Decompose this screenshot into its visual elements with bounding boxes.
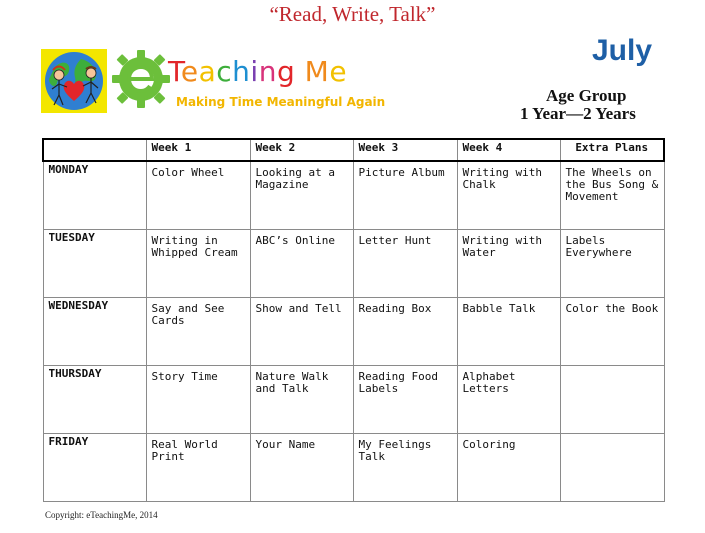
activity-cell: Show and Tell bbox=[250, 297, 353, 365]
activity-cell: Writing with Water bbox=[457, 229, 560, 297]
header-extra-plans: Extra Plans bbox=[560, 139, 664, 161]
activity-cell: Nature Walk and Talk bbox=[250, 365, 353, 433]
activity-cell bbox=[560, 433, 664, 501]
table-row bbox=[43, 365, 664, 433]
day-label: TUESDAY bbox=[43, 229, 146, 297]
activity-cell: Real World Print bbox=[146, 433, 250, 501]
weekly-plan-table bbox=[42, 138, 665, 502]
age-group-label: Age Group bbox=[546, 86, 627, 105]
activity-cell: Reading Food Labels bbox=[353, 365, 457, 433]
activity-cell: The Wheels on the Bus Song & Movement bbox=[560, 161, 664, 229]
brand-tagline: Making Time Meaningful Again bbox=[176, 95, 386, 109]
table-row bbox=[43, 161, 664, 229]
activity-cell: Coloring bbox=[457, 433, 560, 501]
header-cell-corner bbox=[43, 139, 146, 161]
day-label: WEDNESDAY bbox=[43, 297, 146, 365]
activity-cell: Picture Album bbox=[353, 161, 457, 229]
activity-cell: Writing with Chalk bbox=[457, 161, 560, 229]
e-gear-logo-icon bbox=[110, 48, 172, 110]
activity-cell: Looking at a Magazine bbox=[250, 161, 353, 229]
globe-children-logo bbox=[41, 49, 107, 113]
activity-cell: Color the Book bbox=[560, 297, 664, 365]
header-week-4: Week 4 bbox=[457, 139, 560, 161]
day-label: THURSDAY bbox=[43, 365, 146, 433]
copyright-text: Copyright: eTeachingMe, 2014 bbox=[45, 510, 158, 520]
activity-cell: Labels Everywhere bbox=[560, 229, 664, 297]
page-title: “Read, Write, Talk” bbox=[269, 2, 436, 26]
brand-name bbox=[168, 55, 347, 88]
activity-cell: ABC’s Online bbox=[250, 229, 353, 297]
table-row bbox=[43, 297, 664, 365]
table-row bbox=[43, 433, 664, 501]
activity-cell: Story Time bbox=[146, 365, 250, 433]
age-range-label: 1 Year—2 Years bbox=[520, 104, 636, 123]
activity-cell: Say and See Cards bbox=[146, 297, 250, 365]
table-header-row bbox=[43, 139, 664, 161]
activity-cell: Reading Box bbox=[353, 297, 457, 365]
header-week-3: Week 3 bbox=[353, 139, 457, 161]
activity-cell: Alphabet Letters bbox=[457, 365, 560, 433]
activity-cell: Babble Talk bbox=[457, 297, 560, 365]
header-week-2: Week 2 bbox=[250, 139, 353, 161]
day-label: MONDAY bbox=[43, 161, 146, 229]
activity-cell: Your Name bbox=[250, 433, 353, 501]
month-label: July bbox=[591, 34, 653, 67]
activity-cell: Color Wheel bbox=[146, 161, 250, 229]
activity-cell: My Feelings Talk bbox=[353, 433, 457, 501]
header-week-1: Week 1 bbox=[146, 139, 250, 161]
activity-cell bbox=[560, 365, 664, 433]
day-label: FRIDAY bbox=[43, 433, 146, 501]
activity-cell: Writing in Whipped Cream bbox=[146, 229, 250, 297]
table-row bbox=[43, 229, 664, 297]
activity-cell: Letter Hunt bbox=[353, 229, 457, 297]
brand-name-text: Teaching Me bbox=[168, 55, 348, 88]
